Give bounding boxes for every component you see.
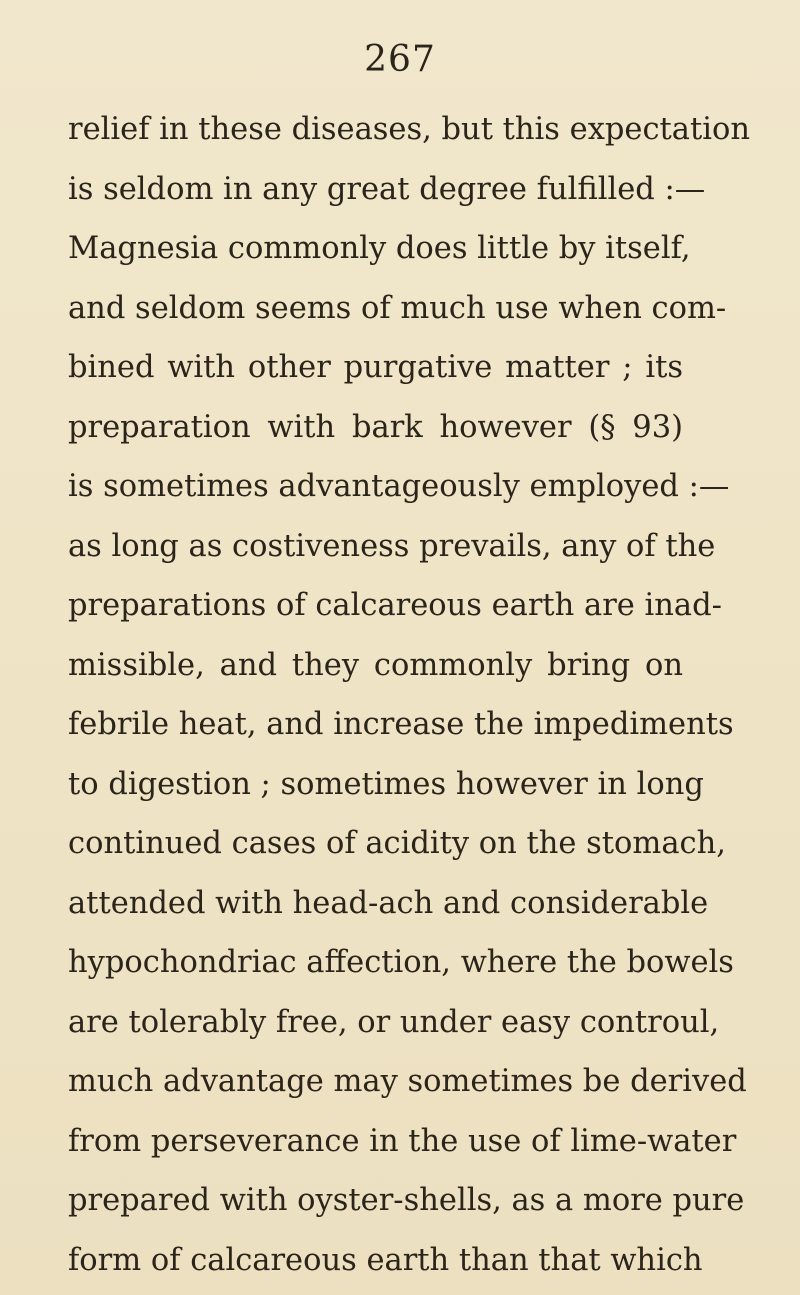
text-line: is seldom in any great degree fulfilled :— — [68, 171, 706, 207]
text-line: febrile heat, and increase the impediments — [68, 707, 734, 742]
text-line: to digestion ; sometimes however in long — [68, 766, 704, 802]
body-text — [68, 100, 751, 1290]
text-line: hypochondriac affection, where the bowels — [68, 945, 734, 980]
text-line: Magnesia commonly does little by itself, — [68, 231, 691, 266]
text-line: preparations of calcareous earth are inad- — [68, 588, 722, 623]
text-line: missible, and they commonly bring on — [68, 647, 683, 683]
text-line: relief in these diseases, but this expectation — [68, 112, 751, 147]
text-line: much advantage may sometimes be derived — [68, 1064, 747, 1099]
text-line: form of calcareous earth than that which — [68, 1242, 703, 1278]
text-line: and seldom seems of much use when com- — [68, 290, 727, 326]
text-line: from perseverance in the use of lime-water — [68, 1123, 737, 1159]
text-line: as long as costiveness prevails, any of the — [68, 528, 716, 564]
text-line: attended with head-ach and considerable — [68, 885, 709, 921]
page-number: 267 — [364, 39, 436, 80]
text-line: preparation with bark however (§ 93) — [68, 409, 683, 445]
text-line: are tolerably free, or under easy controul, — [68, 1004, 720, 1040]
text-line: prepared with oyster-shells, as a more pure — [68, 1183, 745, 1218]
text-line: continued cases of acidity on the stomach, — [68, 826, 726, 861]
text-line: bined with other purgative matter ; its — [68, 350, 683, 385]
text-line: is sometimes advantageously employed :— — [68, 469, 730, 504]
